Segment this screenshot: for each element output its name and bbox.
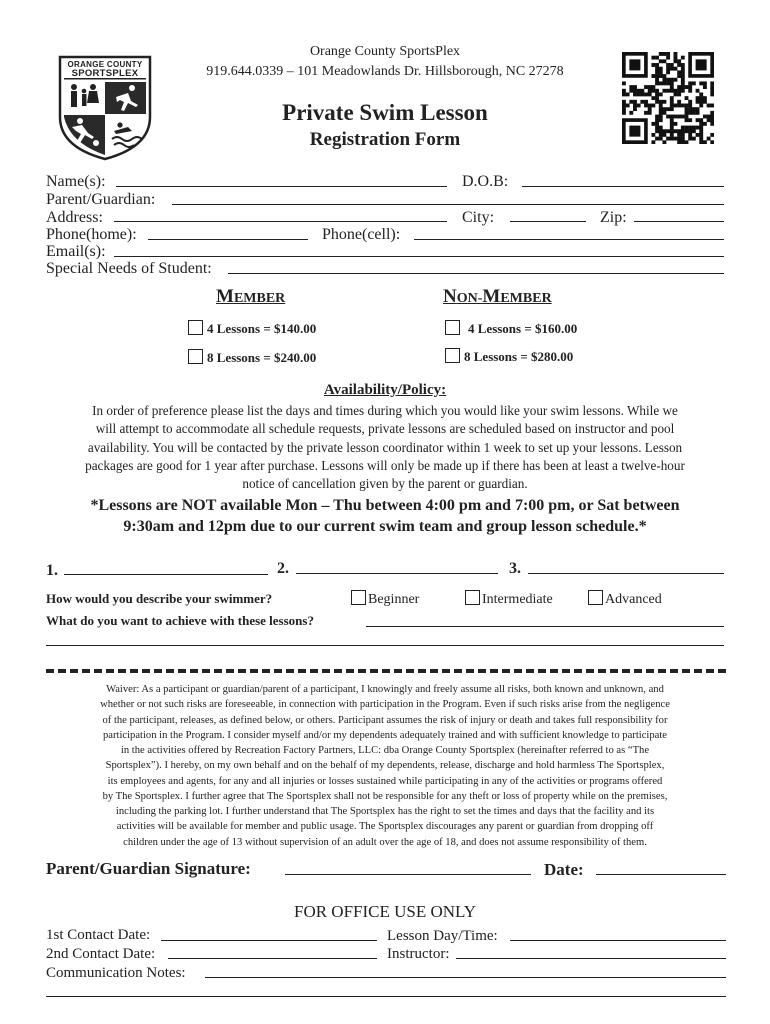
emails-label: Email(s):: [46, 243, 106, 260]
waiver-line: activities will be available for member and public usage. The Sportsplex discourages any parent or guardian from dropping off: [116, 821, 654, 832]
schedule-notice-line1: *Lessons are NOT available Mon – Thu between 4:00 pm and 7:00 pm, or Sat between: [90, 497, 680, 514]
signature-field[interactable]: [285, 874, 531, 875]
office-use-heading: FOR OFFICE USE ONLY: [293, 902, 477, 921]
dob-field[interactable]: [522, 186, 724, 187]
level-beginner-option[interactable]: Beginner: [351, 590, 419, 608]
names-field[interactable]: [116, 186, 447, 187]
waiver-line: in the activities offered by Recreation Factory Partners, LLC: dba Orange County Sportsplex (hereinafter referred to as “The: [120, 745, 650, 756]
special-needs-label: Special Needs of Student:: [46, 260, 212, 277]
waiver-line: children under the age of 13 without supervision of an adult over the age of 18, and does not assume responsibility of them.: [123, 837, 647, 848]
schedule-notice-line2: 9:30am and 12pm due to our current swim team and group lesson schedule.*: [123, 518, 647, 535]
waiver-line: Waiver: As a participant or guardian/parent of a participant, I knowingly and freely assume all risks, both known and unknown, and: [106, 684, 664, 695]
city-label: City:: [462, 209, 495, 226]
signature-date-label: Date:: [544, 860, 584, 879]
preference-3-field[interactable]: [528, 573, 724, 574]
city-field[interactable]: [510, 221, 586, 222]
waiver-line: participation in the Program. I consider myself and/or my dependents adequately trained and with sufficient knowledge to participate: [102, 730, 668, 741]
achieve-field-extra[interactable]: [46, 645, 724, 646]
describe-swimmer-question: How would you describe your swimmer?: [46, 591, 273, 606]
second-contact-label: 2nd Contact Date:: [46, 946, 156, 962]
phone-cell-field[interactable]: [414, 239, 724, 240]
policy-line: availability. You will be contacted by the private lesson coordinator within 1 week to set up your lessons. Lesson: [87, 440, 683, 455]
preference-3-label: 3.: [509, 560, 521, 577]
communication-notes-field[interactable]: [205, 977, 726, 978]
level-advanced-option[interactable]: Advanced: [588, 590, 662, 608]
form-subtitle: Registration Form: [309, 129, 461, 150]
preference-1-field[interactable]: [64, 574, 268, 575]
first-contact-field[interactable]: [161, 940, 377, 941]
org-address: 919.644.0339 – 101 Meadowlands Dr. Hillsborough, NC 27278: [206, 64, 564, 79]
waiver-line: of the participant, releases, as defined below, or others. Participant assumes the risk of injury or death and takes full responsibility for: [102, 715, 668, 726]
zip-label: Zip:: [600, 209, 627, 226]
checkbox[interactable]: [351, 590, 366, 605]
waiver-line: by The Sportsplex. I further agree that The Sportsplex shall not be responsible for any theft or loss of property while on the premises,: [102, 791, 668, 802]
policy-heading: Availability/Policy:: [323, 382, 447, 398]
checkbox[interactable]: [445, 320, 460, 335]
policy-line: packages are good for 1 year after purchase. Lessons will only be made up if there has been at least a twelve-hour: [85, 458, 685, 473]
checkbox[interactable]: [188, 349, 203, 364]
waiver-line: whether or not such risks are foreseeable, in connection with participation in the Program. Even if such risks arise from the negligence: [100, 699, 670, 710]
waiver-line: its employees and agents, for any and all injuries or losses sustained while participating in any of the activities or programs offered: [107, 776, 663, 787]
emails-field[interactable]: [114, 256, 724, 257]
qr-code[interactable]: [622, 52, 714, 144]
checkbox[interactable]: [445, 348, 460, 363]
level-intermediate-option[interactable]: Intermediate: [465, 590, 553, 608]
policy-line: notice of cancellation given by the parent or guardian.: [242, 476, 528, 491]
dob-label: D.O.B:: [462, 173, 509, 190]
communication-notes-field-extra[interactable]: [46, 996, 726, 997]
cut-line-divider: [46, 669, 726, 673]
signature-label: Parent/Guardian Signature:: [46, 859, 251, 878]
phone-home-field[interactable]: [148, 239, 308, 240]
instructor-field[interactable]: [456, 958, 726, 959]
names-label: Name(s):: [46, 173, 106, 190]
nonmember-4-lessons-option[interactable]: 4 Lessons = $160.00: [445, 320, 577, 337]
member-8-lessons-option[interactable]: 8 Lessons = $240.00: [188, 349, 316, 366]
waiver-line: Sportsplex”). I hereby, on my own behalf and on the behalf of my dependents, release, discharge and hold harmless The Sportsplex,: [105, 760, 665, 771]
first-contact-label: 1st Contact Date:: [46, 927, 151, 943]
form-title: Private Swim Lesson: [282, 100, 488, 125]
preference-2-field[interactable]: [296, 573, 498, 574]
signature-date-field[interactable]: [596, 874, 726, 875]
lesson-day-field[interactable]: [510, 940, 726, 941]
special-needs-field[interactable]: [228, 273, 724, 274]
instructor-label: Instructor:: [387, 946, 450, 962]
phone-home-label: Phone(home):: [46, 226, 137, 243]
address-label: Address:: [46, 209, 103, 226]
logo-text-line2: SPORTSPLEX: [71, 68, 139, 79]
address-field[interactable]: [114, 221, 447, 222]
org-name: Orange County SportsPlex: [309, 44, 461, 59]
member-4-lessons-option[interactable]: 4 Lessons = $140.00: [188, 320, 316, 337]
nonmember-8-lessons-option[interactable]: 8 Lessons = $280.00: [445, 348, 573, 365]
achieve-field[interactable]: [366, 626, 724, 627]
checkbox[interactable]: [465, 590, 480, 605]
second-contact-field[interactable]: [168, 958, 377, 959]
member-heading: MEMBER: [216, 286, 286, 307]
nonmember-heading: NON-MEMBER: [443, 286, 552, 307]
waiver-line: including the parking lot. I further understand that The Sportsplex has the right to set the times and days that the facility and its: [115, 806, 655, 817]
logo-text-line1: ORANGE COUNTY: [67, 60, 143, 69]
phone-cell-label: Phone(cell):: [322, 226, 401, 243]
preference-2-label: 2.: [277, 560, 289, 577]
lesson-day-label: Lesson Day/Time:: [387, 928, 498, 944]
zip-field[interactable]: [634, 221, 724, 222]
checkbox[interactable]: [588, 590, 603, 605]
checkbox[interactable]: [188, 320, 203, 335]
achieve-question: What do you want to achieve with these lessons?: [46, 613, 314, 628]
communication-notes-label: Communication Notes:: [46, 965, 186, 981]
parent-label: Parent/Guardian:: [46, 191, 156, 208]
parent-field[interactable]: [172, 204, 724, 205]
preference-1-label: 1.: [46, 562, 58, 579]
policy-line: In order of preference please list the days and times during which you would like your swim lessons. While we: [92, 403, 678, 418]
policy-line: will attempt to accommodate all schedule requests, private lessons are scheduled based on instructor and pool: [95, 421, 675, 436]
